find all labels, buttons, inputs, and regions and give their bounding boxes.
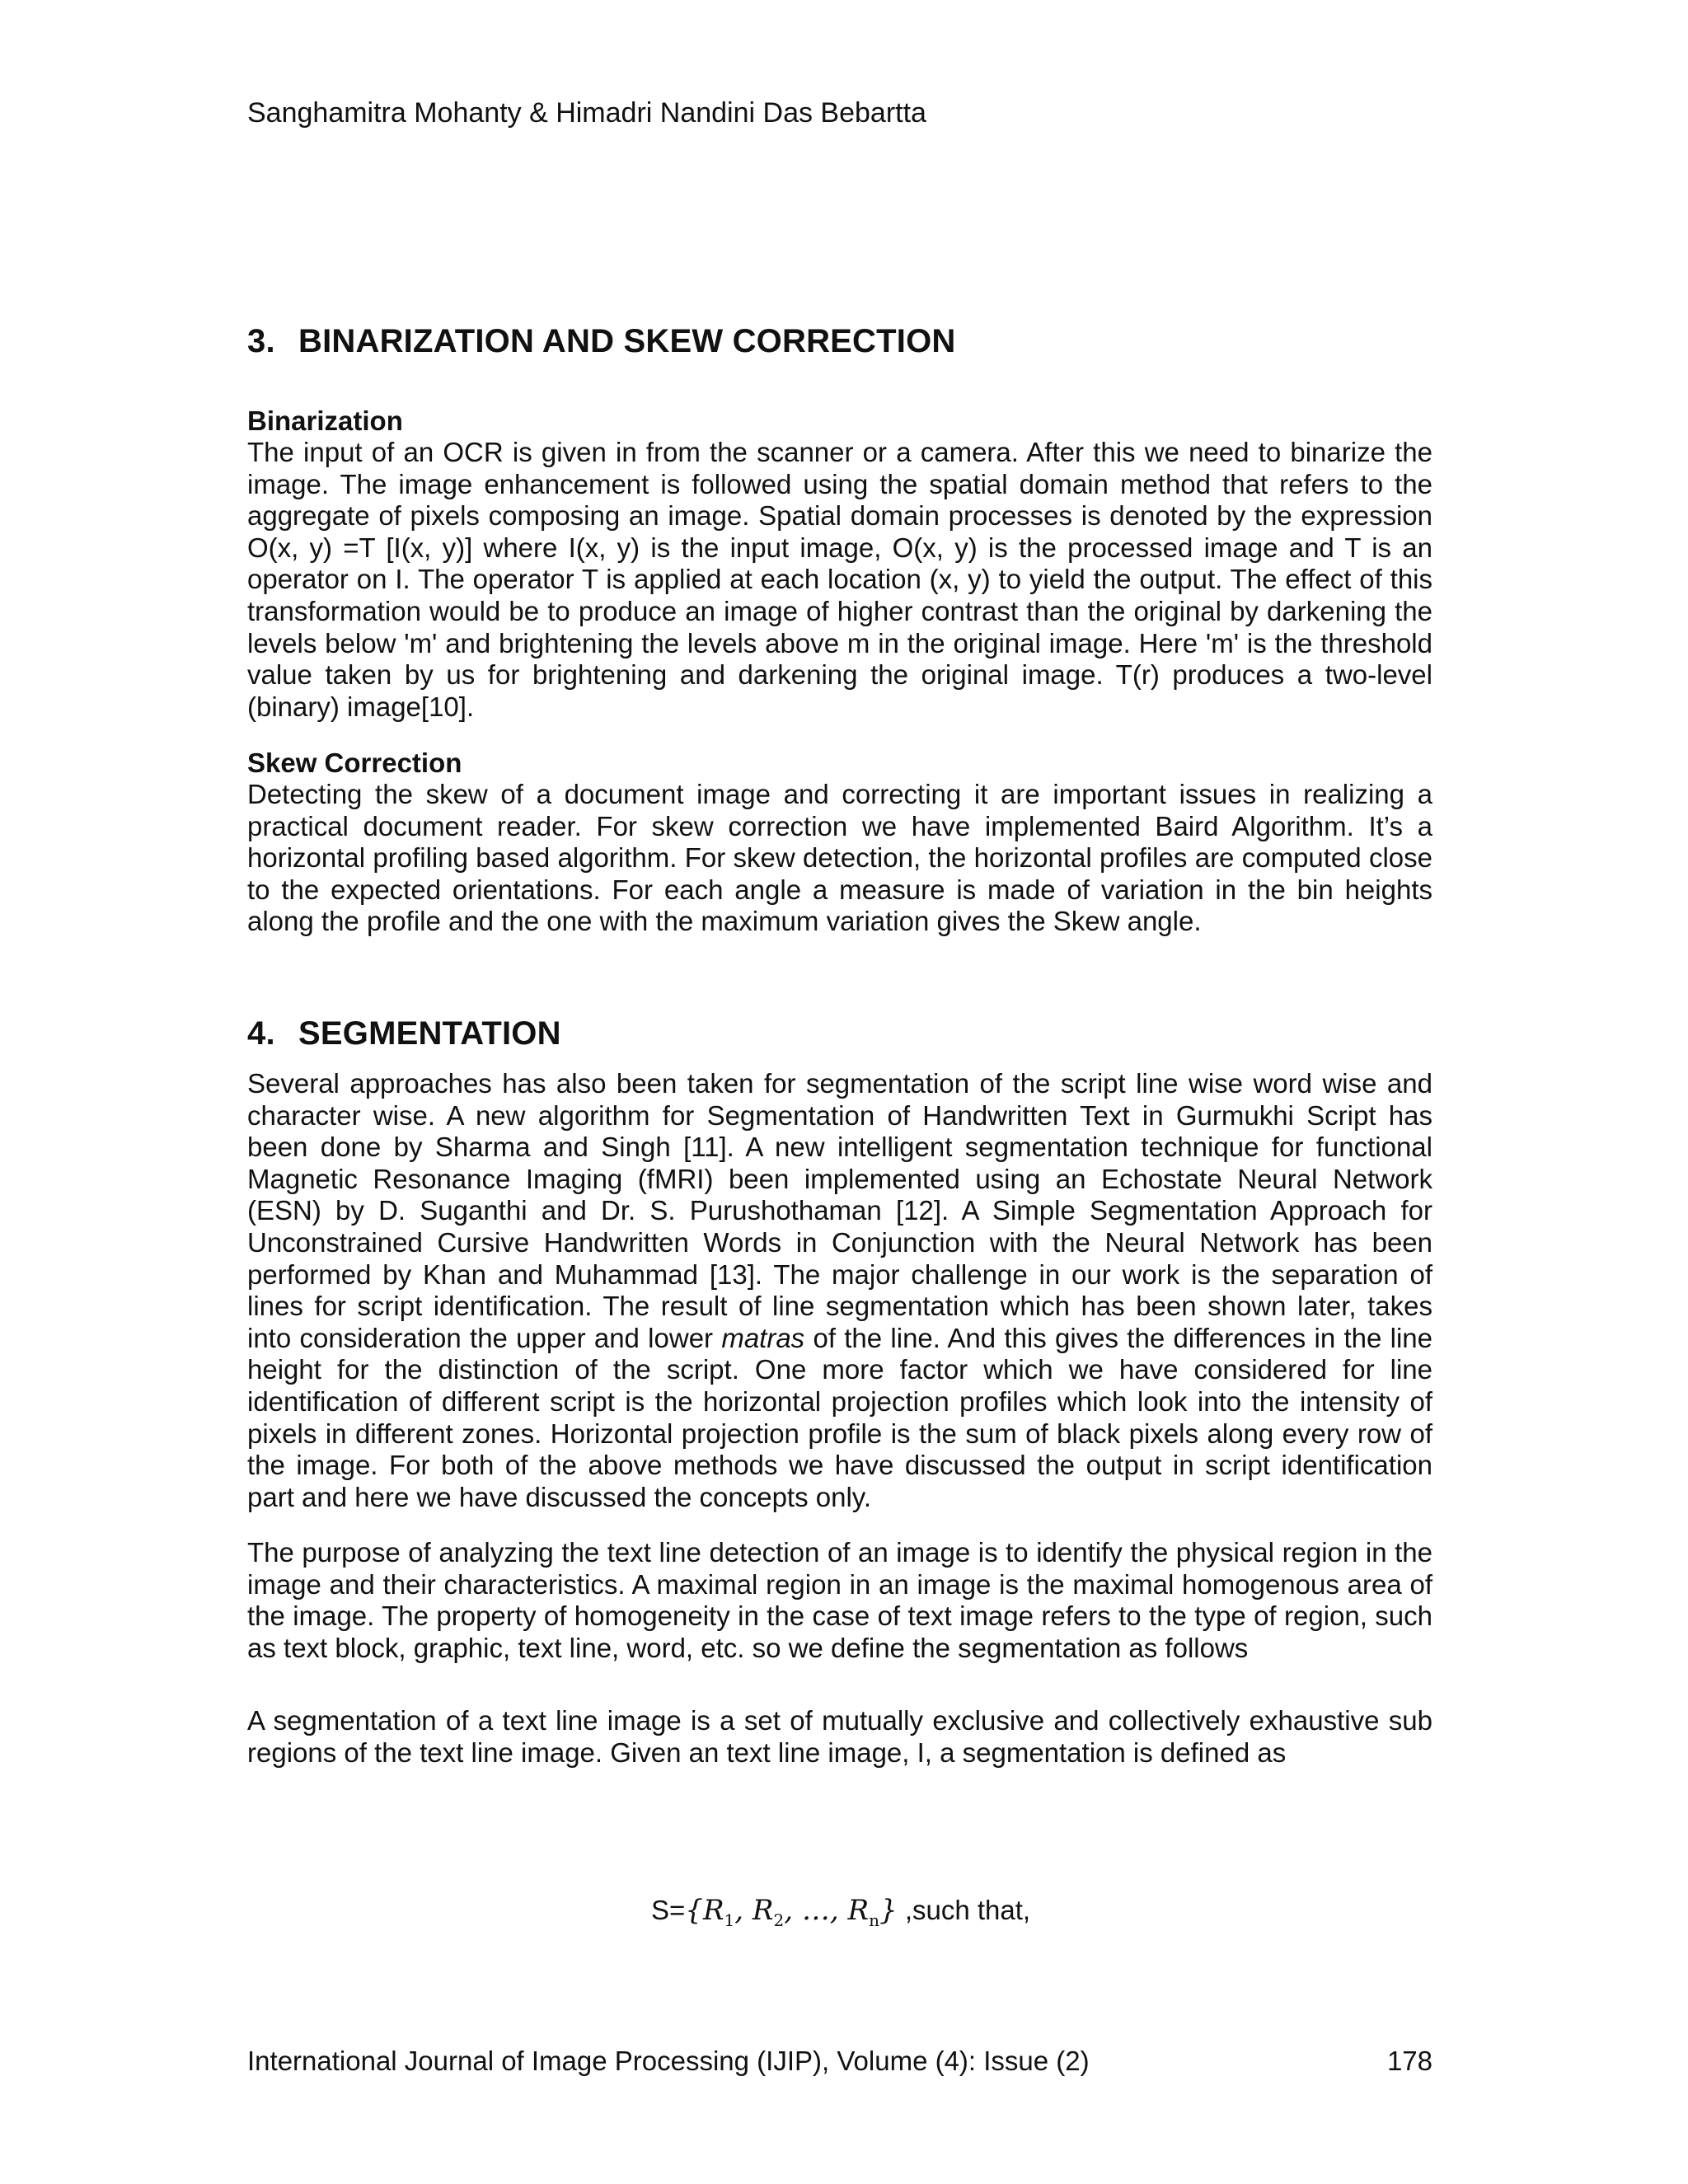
set-open-brace: { (685, 1894, 703, 1927)
set-sub-n: n (869, 1910, 879, 1930)
segmentation-text-1-start: Several approaches has also been taken for segmentation of the script line wise word wise and character wise. A new algorithm for Segmentation of Handwritten Text in Gurmukhi Script has been done by Sharma and Singh [11]. A new intelligent segmentation technique for functional Magnetic Resonance Imaging (fMRI) been implemented using an Echostate Neural Network (ESN) by D. Suganthi and Dr. S. Purushothaman [12]. A Simple Segmentation Approach for Unconstrained Cursive Handwritten Words in Conjunction with the Neural Network has been performed by Khan and Muhammad [13]. The major challenge in our work is the separation of lines for script identification. The result of line segmentation which has been shown later, takes into consideration the upper and lower (247, 1068, 1432, 1353)
section-4-title: SEGMENTATION (298, 1015, 561, 1052)
set-ellipsis: … (801, 1894, 830, 1927)
binarization-paragraph (247, 437, 1432, 723)
set-r1: R (702, 1894, 724, 1927)
segmentation-paragraph-1 (247, 1068, 1432, 1513)
skew-correction-paragraph (247, 779, 1432, 938)
segmentation-paragraph-2 (247, 1537, 1432, 1664)
section-4-number: 4. (247, 1015, 275, 1052)
binarization-text: The input of an OCR is given in from the scanner or a camera. After this we need to binarize the image. The image enhancement is followed using the spatial domain method that refers to the aggregate of pixels composing an image. Spatial domain processes is denoted by the expression O(x, y) =T [I(x, y)] where I(x, y) is the input image, O(x, y) is the processed image and T is an operator on I. The operator T is applied at each location (x, y) to yield the output. The effect of this transformation would be to produce an image of higher contrast than the original by darkening the levels below 'm' and brightening the levels above m in the original image. Here 'm' is the threshold value taken by us for brightening and darkening the original image. T(r) produces a two-level (binary) image[10]. (247, 437, 1432, 722)
segmentation-paragraph-3 (247, 1705, 1432, 1769)
page-number: 178 (1386, 2046, 1432, 2076)
segmentation-text-1 (247, 1068, 1432, 1513)
set-r2: R (752, 1894, 774, 1927)
section-4-heading (247, 1015, 561, 1052)
segmentation-text-1-end: of the line. And this gives the differences in the line height for the distinction of the script. One more factor which we have considered for line identification of different script is the horizontal projection profiles which look into the intensity of pixels in different zones. Horizontal projection profile is the sum of black pixels along every row of the image. For both of the above methods we have discussed the output in script identification part and here we have discussed the concepts only. (247, 1322, 1433, 1512)
section-3-number: 3. (247, 323, 275, 359)
equation-lhs: S= (651, 1895, 686, 1925)
binarization-heading: Binarization (247, 405, 403, 436)
journal-footer: International Journal of Image Processing (IJIP), Volume (4): Issue (2) (247, 2046, 1090, 2076)
segmentation-text-3: A segmentation of a text line image is a set of mutually exclusive and collectively exhaustive sub regions of the text line image. Given an text line image, I, a segmentation is defined as (247, 1705, 1432, 1768)
skew-correction-heading: Skew Correction (247, 748, 462, 778)
set-rn: R (847, 1894, 870, 1927)
set-sub-2: 2 (773, 1910, 785, 1930)
set-sub-1: 1 (724, 1910, 735, 1930)
running-head: Sanghamitra Mohanty & Himadri Nandini Das Bebartta (247, 97, 926, 129)
section-3-heading (247, 323, 955, 360)
equation-suffix: ,such that, (904, 1895, 1031, 1925)
skew-correction-text: Detecting the skew of a document image and correcting it are important issues in realizing a practical document reader. For skew correction we have implemented Baird Algorithm. It’s a horizontal profiling based algorithm. For skew detection, the horizontal profiles are computed close to the expected orientations. For each angle a measure is made of variation in the bin heights along the profile and the one with the maximum variation gives the Skew angle. (247, 779, 1432, 937)
segmentation-text-2: The purpose of analyzing the text line detection of an image is to identify the physical region in the image and their characteristics. A maximal region in an image is the maximal homogenous area of the image. The property of homogeneity in the case of text image refers to the type of region, such as text block, graphic, text line, word, etc. so we define the segmentation as follows (247, 1537, 1432, 1663)
segmentation-equation (651, 1894, 1030, 1930)
matras-term: matras (721, 1322, 805, 1353)
section-3-title: BINARIZATION AND SKEW CORRECTION (298, 323, 956, 359)
set-close-brace: } (879, 1894, 898, 1927)
equation-set: {$R_1$, $R_2$, …, $R_n$} (685, 1894, 898, 1930)
